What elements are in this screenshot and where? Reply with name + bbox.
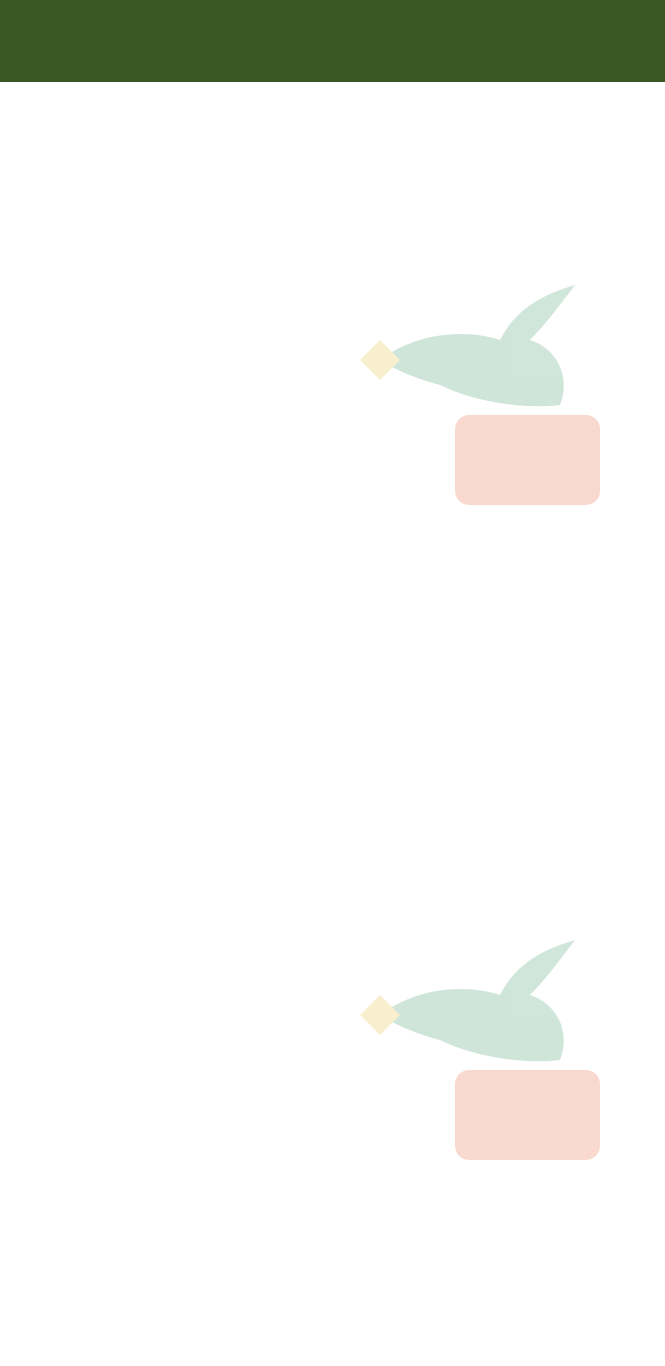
bird-icon — [380, 285, 575, 406]
watermark-logo — [0, 270, 665, 570]
diamond-icon — [360, 995, 400, 1035]
page-header — [0, 0, 665, 82]
badge-icon — [455, 415, 600, 505]
diamond-icon — [360, 340, 400, 380]
bird-icon — [380, 940, 575, 1061]
badge-icon — [455, 1070, 600, 1160]
watermark-logo-2 — [0, 925, 665, 1225]
